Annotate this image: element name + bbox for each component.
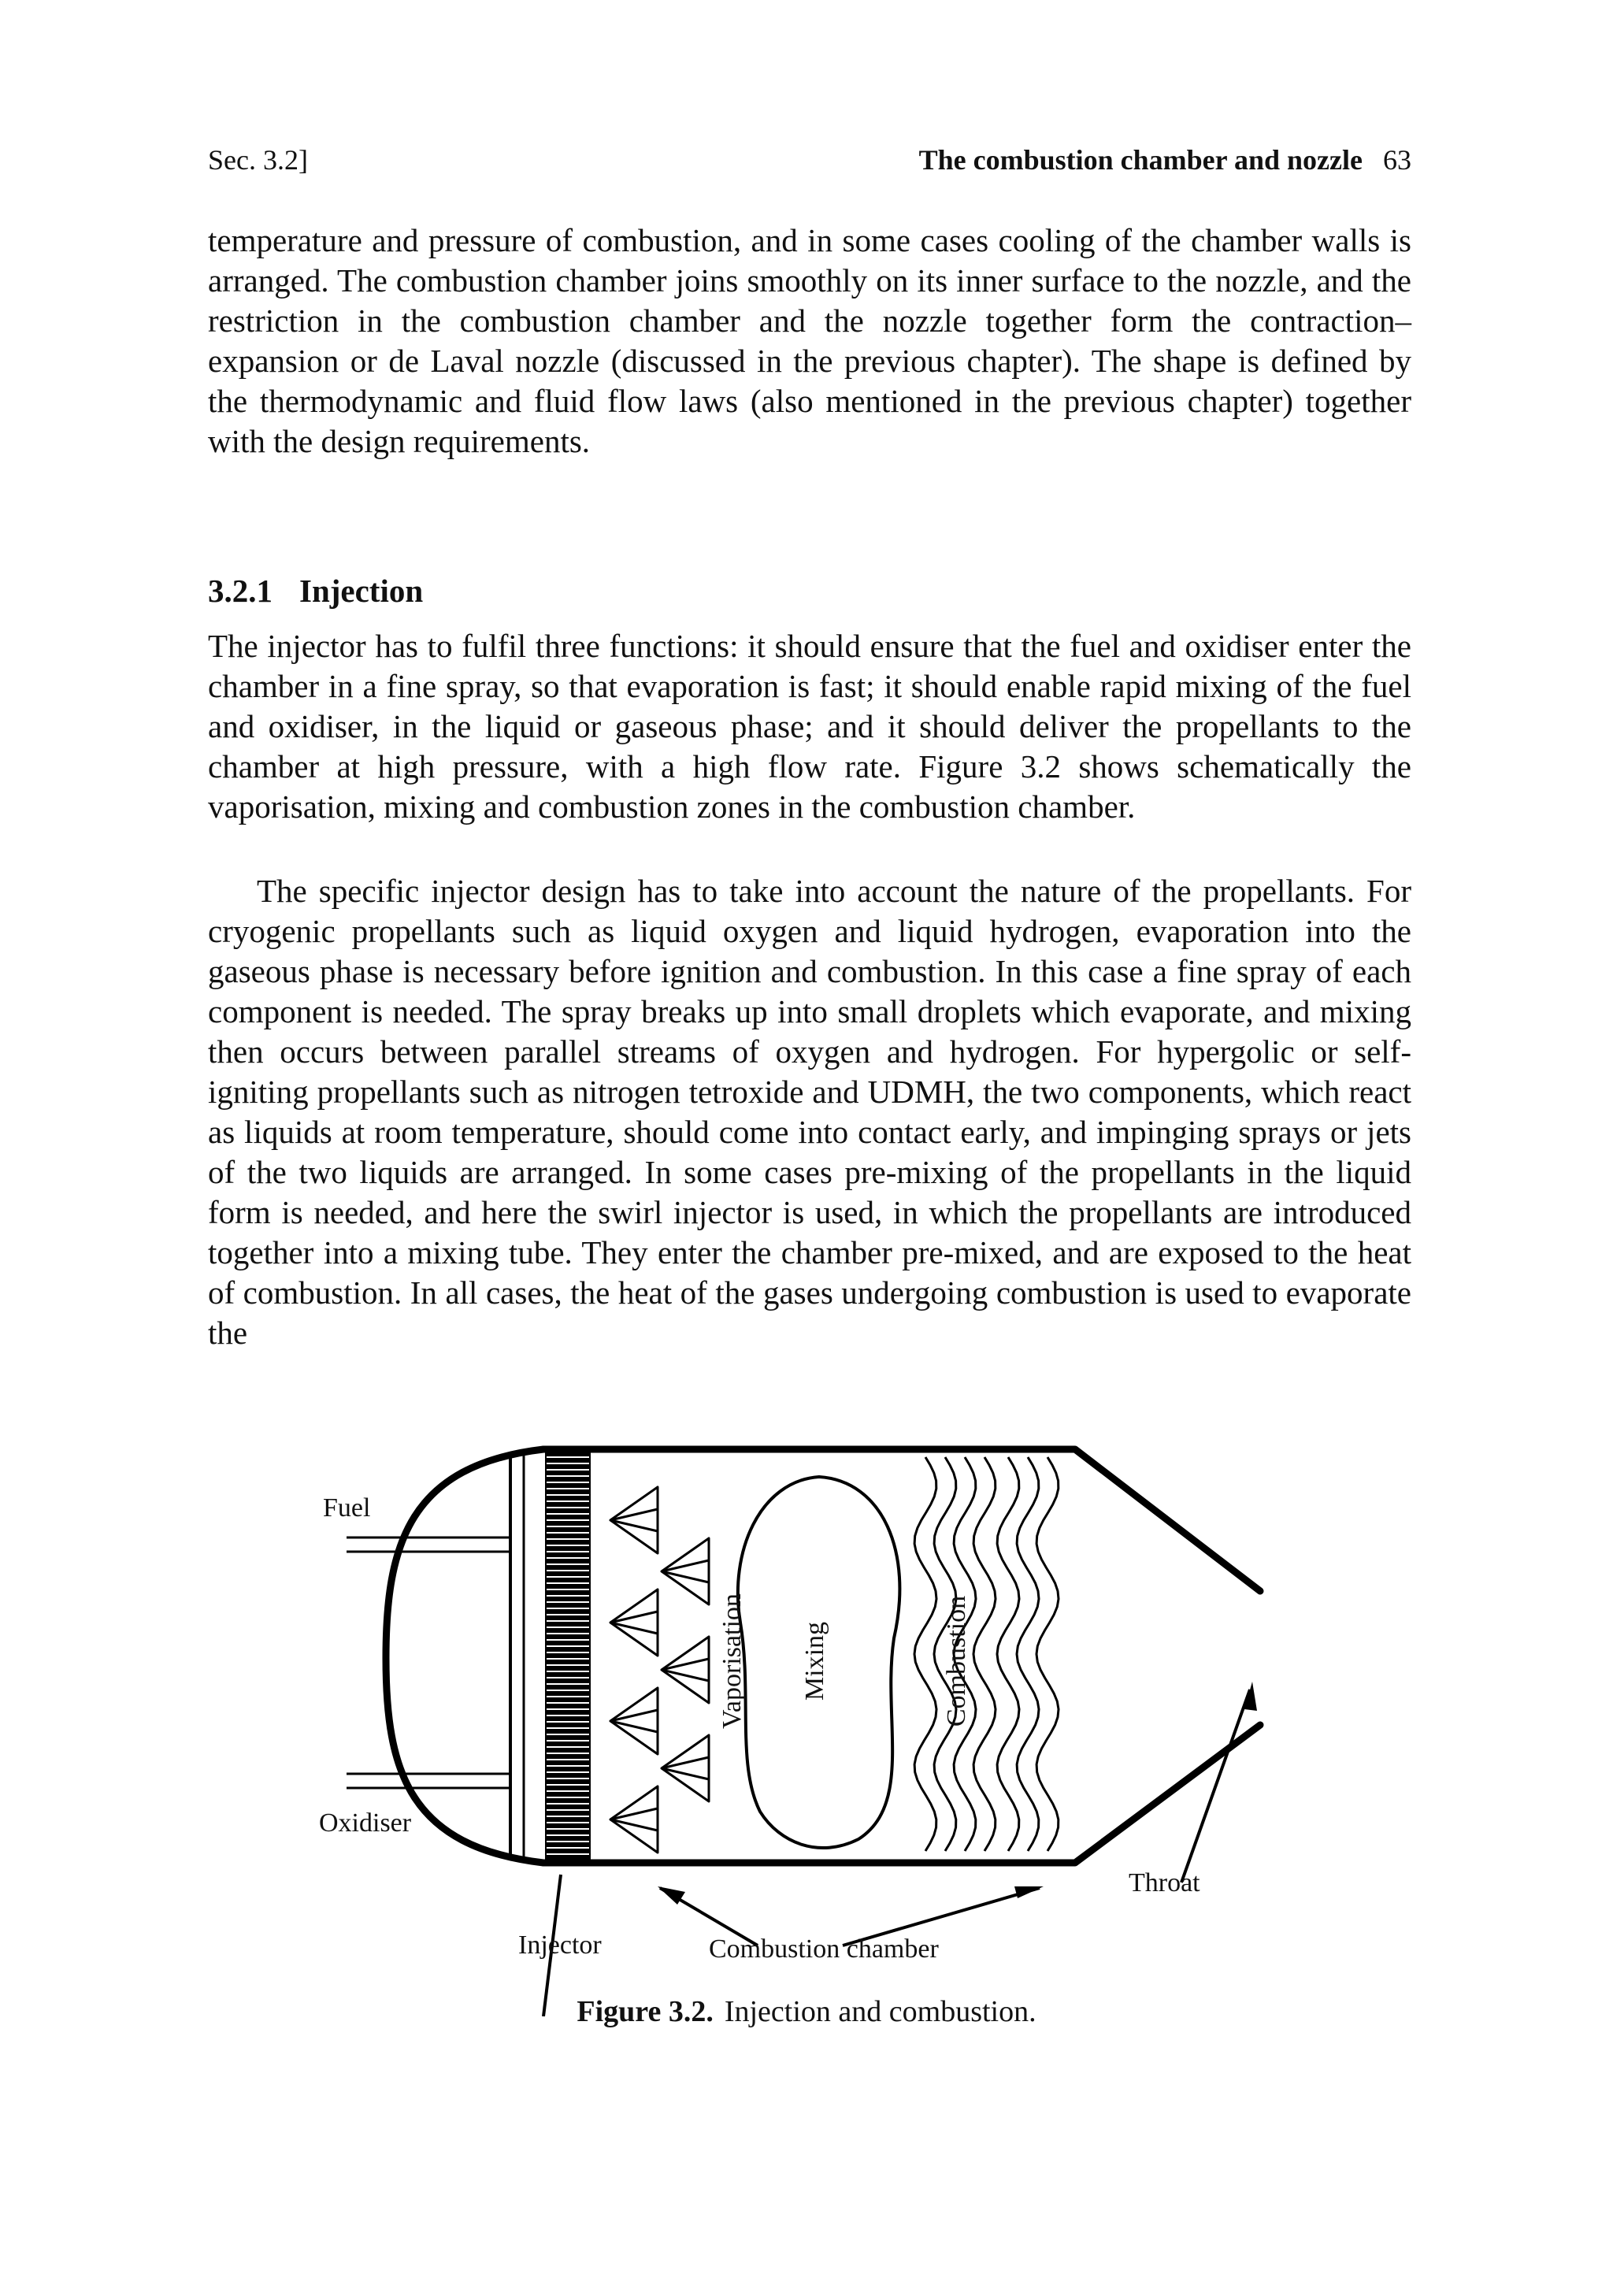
figure-3-2 (315, 1434, 1284, 2016)
combustion-chamber-diagram (315, 1434, 1284, 2016)
vaporisation-label: Vaporisation (718, 1593, 747, 1729)
running-title-group (919, 140, 1411, 180)
spray-cone (610, 1688, 658, 1754)
chamber-arrow-right-head (1014, 1886, 1044, 1898)
spray-cone (610, 1589, 658, 1656)
body-paragraph-1: The injector has to fulfil three functions: it should ensure that the fuel and oxidiser enter the chamber in a fine spray, so that evaporation is fast; it should enable rapid mixing of the fuel and oxidiser, in the liquid or gaseous phase; and it should deliver the propellants to the chamber at high pressure, with a high flow rate. Figure 3.2 shows schematically the vaporisation, mixing and combustion zones in the combustion chamber. (208, 628, 1411, 825)
combustion-wave (973, 1457, 996, 1851)
running-title: The combustion chamber and nozzle (918, 144, 1363, 176)
section-reference: Sec. 3.2] (208, 144, 308, 176)
page-number: 63 (1383, 144, 1411, 176)
spray-cone (610, 1487, 658, 1553)
figure-caption (0, 1993, 1613, 2031)
injector-label: Injector (518, 1931, 602, 1960)
running-head (208, 140, 1411, 180)
propellant-pipes (347, 1537, 510, 1788)
injector-plate (545, 1451, 591, 1861)
throat-label: Throat (1129, 1868, 1200, 1897)
fuel-label: Fuel (323, 1493, 371, 1523)
caption-text: Injection and combustion. (724, 1995, 1036, 2028)
section-heading (208, 570, 423, 611)
chamber-upper-wall (543, 1449, 1260, 1591)
section-number: 3.2.1 (208, 573, 273, 609)
chamber-lower-wall (543, 1725, 1260, 1863)
mixing-label: Mixing (800, 1621, 829, 1701)
injector-dome (386, 1449, 543, 1863)
spray-cone (662, 1637, 709, 1703)
vaporisation-sprays (610, 1487, 709, 1853)
spray-cone (662, 1735, 709, 1801)
throat-arrow (1181, 1690, 1250, 1882)
body-paragraph-2: The specific injector design has to take into account the nature of the propellants. For cryogenic propellants such as liquid oxygen and liquid hydrogen, evaporation into the gaseous phase is necessary before ignition and combustion. In this case a fine spray of each component is needed. The spray breaks up into small droplets which evaporate, and mixing then occurs between parallel streams of oxygen and hydrogen. For hypergolic or self-igniting propellants such as nitrogen tetroxide and UDMH, the two components, which react as liquids at room temperature, should come into contact early, and impinging sprays or jets of the two liquids are arranged. In some cases pre-mixing of the propellants in the liquid form is needed, and here the swirl injector is used, in which the propellants are introduced together into a mixing tube. They enter the chamber pre-mixed, and are exposed to the heat of combustion. In all cases, the heat of the gases undergoing combustion is used to evaporate the (208, 873, 1411, 1351)
spray-cone (610, 1786, 658, 1853)
caption-number: Figure 3.2. (577, 1995, 714, 2028)
annotation-arrows (543, 1690, 1250, 2016)
combustion-wave (1036, 1457, 1059, 1851)
combustion-label: Combustion (942, 1595, 971, 1727)
combustion-chamber-label: Combustion chamber (709, 1934, 939, 1964)
oxidiser-label: Oxidiser (319, 1808, 412, 1838)
combustion-waves (914, 1457, 1059, 1851)
section-title: Injection (299, 573, 424, 609)
spray-cone (662, 1538, 709, 1604)
intro-paragraph: temperature and pressure of combustion, and in some cases cooling of the chamber walls is arranged. The combustion chamber joins smoothly on its inner surface to the nozzle, and the restriction in the combustion chamber and the nozzle together form the contraction–expansion or de Laval nozzle (discussed in the previous chapter). The shape is defined by the thermodynamic and fluid flow laws (also mentioned in the previous chapter) together with the design requirements. (208, 222, 1411, 459)
